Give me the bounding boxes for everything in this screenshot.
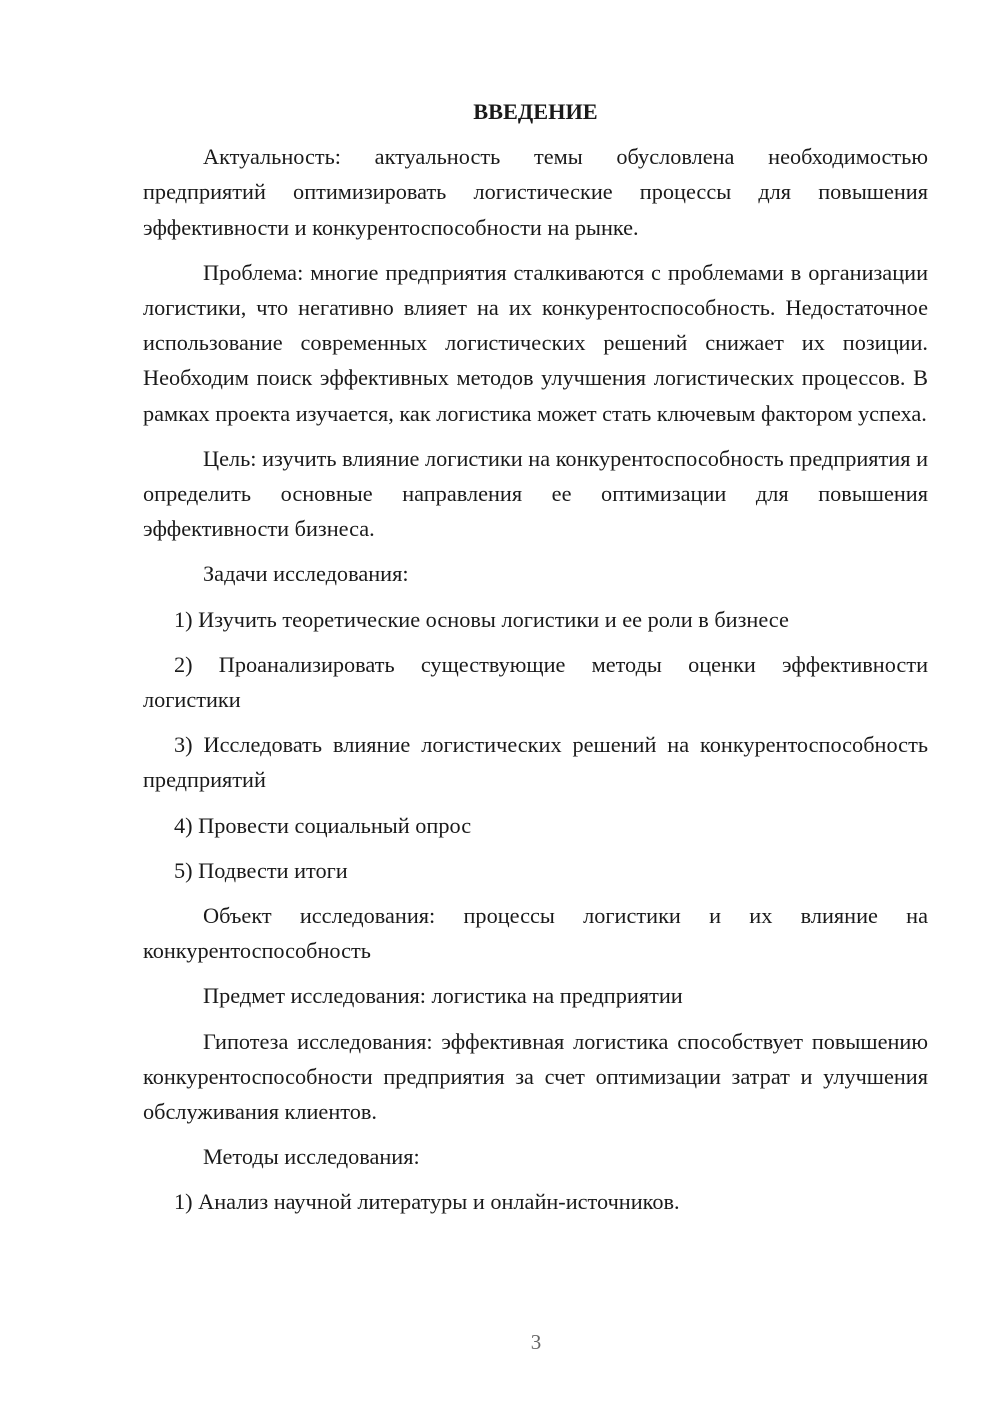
method-item: 1) Анализ научной литературы и онлайн-источников.	[174, 1189, 680, 1215]
methods-heading: Методы исследования:	[203, 1144, 420, 1170]
goal-paragraph: Цель: изучить влияние логистики на конкурентоспособность предприятия и определить основные направления ее оптимизации для повышения эффективности бизнеса.	[143, 445, 928, 542]
hypothesis-paragraph: Гипотеза исследования: эффективная логистика способствует повышению конкурентоспособности предприятия за счет оптимизации затрат и улучшения обслуживания клиентов.	[143, 1028, 928, 1125]
task-item: 2) Проанализировать существующие методы оценки эффективности логистики	[143, 651, 928, 713]
task-item: 3) Исследовать влияние логистических решений на конкурентоспособность предприятий	[143, 732, 928, 793]
subject-paragraph: Предмет исследования: логистика на предприятии	[203, 983, 683, 1009]
problem-paragraph: Проблема: многие предприятия сталкиваются с проблемами в организации логистики, что негативно влияет на их конкурентоспособность. Недостаточное использование современных логистических решений снижает их позиции. Необходим поиск эффективных методов улучшения логистических процессов. В рамках проекта изучается, как логистика может стать ключевым фактором успеха.	[143, 259, 928, 426]
task-item: 1) Изучить теоретические основы логистики и ее роли в бизнесе	[174, 606, 789, 632]
task-item: 5) Подвести итоги	[174, 857, 348, 883]
page-content	[143, 94, 928, 1230]
tasks-heading: Задачи исследования:	[203, 561, 409, 587]
task-item: 4) Провести социальный опрос	[174, 812, 472, 838]
section-title: ВВЕДЕНИЕ	[473, 99, 598, 124]
object-paragraph: Объект исследования: процессы логистики и их влияние на конкурентоспособность	[143, 903, 928, 964]
relevance-paragraph: Актуальность: актуальность темы обусловлена необходимостью предприятий оптимизировать логистические процессы для повышения эффективности и конкурентоспособности на рынке.	[143, 144, 928, 240]
page-number: 3	[530, 1330, 542, 1354]
